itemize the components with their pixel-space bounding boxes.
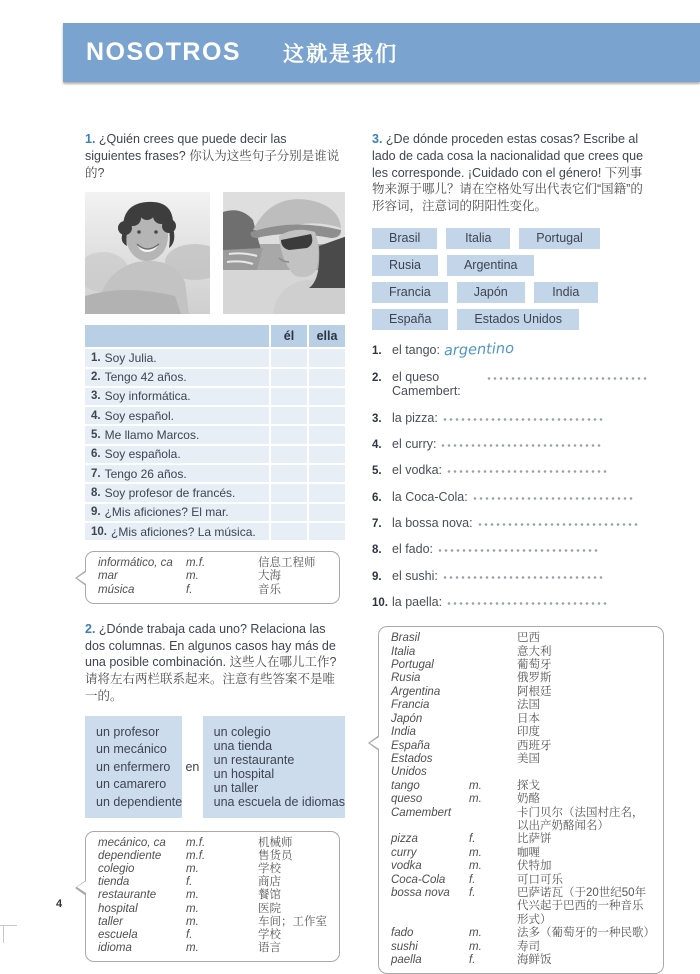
chip-row-1 [372,228,648,249]
place-item: un restaurante [213,752,295,767]
answer-cell-el [271,369,307,386]
photo-woman-sunhat [223,192,345,314]
vocab1-rows [98,557,329,597]
vocab-term: escuela [98,929,138,941]
place-item: un taller [213,780,259,795]
photo-man-smiling [85,192,210,314]
sentence-text: ¿Mis aficiones? La música. [111,524,256,539]
item-number: 1. [372,344,382,357]
answer-list-item [372,542,648,556]
item-number: 10. [372,597,388,610]
vocab-translation: 阿根廷 [517,685,552,698]
sentence-text: Soy profesor de francés. [104,485,236,500]
vocab-gender [469,740,517,753]
sentence-number: 2. [91,371,101,384]
sentence-number: 8. [91,486,101,499]
country-chip: Rusia [372,255,438,276]
answer-list-item [372,463,648,477]
vocab-gender [469,632,517,645]
vocab-translation: 海鲜饭 [517,954,552,967]
vocab-box-3 [378,626,664,974]
left-column [85,131,345,962]
table-row-sentence [85,426,269,443]
professions-box [85,716,182,818]
vocab-gender: m. [186,942,199,955]
vocab-row [391,753,653,780]
vocab-translation: 巴西 [517,632,540,645]
answer-blank-line [442,417,604,422]
exercise3-number: 3. [372,132,383,146]
answer-cell-el [271,523,307,540]
vocab-gender: m.f. [186,849,206,862]
vocab-row [391,780,653,793]
country-chip: Italia [446,228,510,249]
answer-blank-line [446,601,608,606]
chip-row-3 [372,282,648,303]
vocab-row [391,874,653,887]
vocab-row [391,646,653,659]
table-corner-cell [85,325,269,347]
vocab-term: Camembert [391,806,452,819]
page-number: 4 [56,898,63,910]
answer-blank-line [437,548,599,553]
answer-blank-line [472,496,634,501]
vocab-gender: m. [186,570,199,583]
vocab-row [98,929,329,942]
answer-cell-ella [309,446,345,463]
vocab-gender: m. [469,846,482,859]
vocab-row [391,740,653,753]
answer-cell-ella [309,369,345,386]
vocab-gender: m. [469,793,482,806]
vocab-translation: 可口可乐 [517,873,563,886]
vocab-gender: f. [186,583,193,596]
country-chip: Argentina [447,255,535,276]
sentence-number: 6. [91,448,101,461]
vocab-gender: m.f. [186,836,206,849]
sentence-number: 7. [91,467,101,480]
vocab-translation: 语言 [258,942,281,955]
vocab-row [98,942,329,955]
exercise3-heading [372,131,648,215]
vocab-gender [469,753,517,780]
vocab-gender [469,646,517,659]
vocab-row [391,659,653,672]
table-row-sentence [85,388,269,405]
item-number: 4. [372,438,382,451]
answer-blank-line [446,469,608,474]
country-chip: Francia [372,282,448,303]
sentence-number: 1. [91,351,101,364]
vocab-term: taller [98,915,123,928]
vocab-term: fado [391,927,414,940]
country-chip: Portugal [519,228,600,249]
item-label: el fado: [392,542,434,557]
answer-cell-ella [309,504,345,521]
place-item: una escuela de idiomas [213,794,345,809]
vocab-term: queso [391,793,423,806]
vocab-translation: 伏特加 [517,860,552,873]
sentence-text: Soy Julia. [104,350,157,365]
answer-cell-el [271,388,307,405]
country-chip: Brasil [372,228,437,249]
answer-cell-el [271,407,307,424]
answer-cell-ella [309,523,345,540]
answer-cell-el [271,484,307,501]
answer-list-item [372,437,648,451]
answer-blank-line [442,575,604,580]
vocab2-rows [98,837,329,956]
vocab-row [391,713,653,726]
answer-cell-el [271,465,307,482]
page-corner-mark [3,925,4,943]
vocab-term: informático, ca [98,557,173,570]
vocab-gender: f. [186,929,193,941]
nationality-answer-list [372,342,648,610]
exercise3-text-zh: 下列事物来源于哪儿？请在空格处写出代表它们“国籍”的形容词，注意词的阴阳性变化。 [372,165,643,213]
item-label: el queso Camembert: [392,370,461,399]
vocab-term: Estados Unidos [391,752,433,779]
answer-cell-ella [309,349,345,366]
vocab-row [391,807,653,834]
vocab-gender [469,672,517,685]
vocab-gender: f. [469,833,476,846]
item-label: el curry: [392,436,437,451]
table-row-sentence [85,349,269,366]
country-chips [372,228,648,330]
table-row-sentence [85,465,269,482]
exercise2-number: 2. [85,621,96,636]
answer-cell-el [271,504,307,521]
vocab3-rows [391,632,653,967]
table-row-sentence [85,484,269,501]
vocab-translation: 学校 [258,929,281,941]
vocab-translation: 日本 [517,712,540,725]
vocab-translation: 大海 [258,570,281,583]
vocab-row [98,837,329,850]
vocab-term: vodka [391,860,422,873]
vocab-translation: 葡萄牙 [517,659,552,672]
profession-item: un enfermero [96,759,171,774]
item-number: 3. [372,412,382,425]
table-row-sentence [85,523,269,540]
answer-blank-line [477,522,639,527]
vocab-row [391,887,653,927]
vocab-term: mar [98,570,118,583]
speech-tail-icon [75,880,86,896]
vocab-gender: f. [186,876,193,889]
vocab-term: Brasil [391,632,420,645]
exercise2-text-es: ¿Dónde trabaja cada uno? Relaciona las dos columnas. En algunos casos hay más de una posible combinación. [85,621,336,670]
vocab-row [98,557,329,570]
vocab-row [98,863,329,876]
woman-photo-illustration [223,192,345,314]
unit-title: NOSOTROS [86,38,242,66]
vocab-gender: m. [469,860,482,873]
vocab-translation: 医院 [258,902,281,915]
sentence-text: Soy española. [104,447,181,462]
table-row-sentence [85,369,269,386]
item-number: 6. [372,491,382,504]
answer-blank-line [486,376,648,381]
vocab-translation: 印度 [517,726,540,739]
vocab-translation: 比萨饼 [517,833,552,846]
profession-item: un camarero [96,777,167,792]
vocab-row [98,570,329,583]
item-number: 9. [372,570,382,583]
el-ella-table-body [85,349,345,540]
vocab-box-1 [85,551,340,604]
answer-list-item [372,342,648,358]
vocab-gender: f. [469,873,476,886]
answer-cell-ella [309,426,345,443]
vocab-row [391,927,653,940]
handwritten-answer: argentino [443,340,515,359]
sentence-number: 4. [91,409,101,422]
item-number: 7. [372,518,382,531]
vocab-term: Rusia [391,672,421,685]
vocab-translation: 售货员 [258,849,293,862]
place-item: un colegio [213,724,271,739]
vocab-translation: 商店 [258,876,281,889]
vocab-row [391,686,653,699]
column-header-ella: ella [309,325,345,347]
column-header-el: él [271,325,307,347]
vocab-term: colegio [98,862,135,875]
vocab-row [391,847,653,860]
vocab-translation: 寿司 [517,940,540,953]
table-row-sentence [85,407,269,424]
place-item: una tienda [213,738,273,753]
exercise2-text-zh: 这些人在哪儿工作? 请将左右两栏联系起来。注意有些答案不是唯一的。 [85,655,337,703]
answer-cell-ella [309,484,345,501]
vocab-gender: m. [186,902,199,915]
vocab-term: Francia [391,699,430,712]
answer-list-item [372,490,648,504]
profession-item: un profesor [96,724,160,739]
vocab-term: sushi [391,940,418,953]
vocab-translation: 车间；工作室 [258,915,327,928]
vocab-term: curry [391,846,417,859]
table-row-sentence [85,504,269,521]
vocab-gender: m.f. [186,557,206,570]
unit-header-bar [63,23,700,82]
vocab-row [391,793,653,806]
vocab-translation: 意大利 [517,645,552,658]
vocab-term: Argentina [391,685,441,698]
item-label: la paella: [392,595,443,610]
vocab-term: tienda [98,876,130,889]
vocab-translation: 巴萨诺瓦（于20世纪50年代兴起于巴西的一种音乐形式） [517,886,647,926]
item-label: el tango: [392,342,440,357]
vocab-translation: 咖喱 [517,846,540,859]
exercise2-heading [85,621,345,705]
vocab-row [98,584,329,597]
item-label: la pizza: [392,410,438,425]
chip-row-2 [372,255,648,276]
vocab-translation: 餐馆 [258,889,281,902]
vocab-term: hospital [98,902,138,915]
vocab-row [391,726,653,739]
sentence-number: 3. [91,390,101,403]
vocab-gender: m. [469,927,482,940]
answer-list-item [372,595,648,609]
vocab-gender [469,686,517,699]
vocab-translation: 西班牙 [517,739,552,752]
vocab-translation: 俄罗斯 [517,672,552,685]
places-box [203,716,345,818]
exercise1-text-zh: 你认为这些句子分别是谁说的? [85,148,340,180]
vocab-row [98,903,329,916]
country-chip: España [372,309,448,330]
vocab-gender [469,713,517,726]
vocab-row [98,889,329,902]
sentence-number: 5. [91,429,101,442]
page-corner-mark [0,925,17,926]
vocab-term: bossa nova [391,886,450,899]
sentence-text: Soy informática. [104,389,191,404]
country-chip: India [534,282,598,303]
item-number: 2. [372,372,382,385]
exercise1-heading [85,131,345,181]
vocab-translation: 机械师 [258,836,293,849]
vocab-term: tango [391,779,420,792]
vocab-gender [469,807,517,834]
item-number: 8. [372,544,382,557]
vocab-translation: 法国 [517,699,540,712]
vocab-row [391,672,653,685]
item-label: la Coca-Cola: [392,489,468,504]
sentence-text: ¿Mis aficiones? El mar. [104,505,229,520]
country-chip: Japón [457,282,525,303]
vocab-term: paella [391,954,422,967]
chip-row-4 [372,309,648,330]
vocab-term: dependiente [98,849,162,862]
vocab-row [391,954,653,967]
item-label: el vodka: [392,463,443,478]
answer-cell-ella [309,465,345,482]
vocab-translation: 音乐 [258,583,281,596]
vocab-gender: m. [469,940,482,953]
right-column [372,131,655,974]
matching-exercise [85,716,345,818]
answer-cell-ella [309,407,345,424]
vocab-term: idioma [98,942,132,955]
country-chip: Estados Unidos [457,309,579,330]
vocab-gender: m. [186,862,199,875]
vocab-term: pizza [391,833,418,846]
vocab-gender: m. [186,889,199,902]
exercise3-text-es: ¿De dónde proceden estas cosas? Escribe al lado de cada cosa la nacionalidad que crees que les corresponde. ¡Cuidado con el género! [372,132,644,180]
vocab-gender [469,699,517,712]
el-ella-table [85,325,345,347]
vocab-row [98,916,329,929]
sentence-text: Tengo 26 años. [104,466,187,481]
vocab-gender [469,726,517,739]
sentence-text: Tengo 42 años. [104,370,187,385]
speech-tail-icon [75,570,86,586]
table-row-sentence [85,446,269,463]
answer-list-item [372,370,648,398]
answer-list-item [372,569,648,583]
vocab-term: India [391,726,416,739]
profession-item: un dependiente [96,794,183,809]
unit-title-chinese: 这就是我们 [283,42,399,66]
vocab-gender: f. [469,954,476,967]
vocab-translation: 卡门贝尔（法国村庄名，以出产奶酪闻名） [517,806,644,832]
answer-cell-el [271,349,307,366]
vocab-term: Italia [391,645,416,658]
vocab-translation: 学校 [258,862,281,875]
sentence-text: Me llamo Marcos. [104,428,200,443]
vocab-gender: f. [469,886,476,899]
exercise1-number: 1. [85,132,96,146]
exercise1-text-es: ¿Quién crees que puede decir las siguientes frases? [85,132,287,163]
answer-cell-el [271,446,307,463]
vocab-row [391,632,653,645]
vocab-gender: m. [186,915,199,928]
vocab-row [391,860,653,873]
vocab-row [98,876,329,889]
answer-cell-el [271,426,307,443]
answer-blank-line [440,443,602,448]
preposition-en: en [185,759,200,774]
answer-cell-ella [309,388,345,405]
man-photo-illustration [85,192,210,314]
vocab-term: mecánico, ca [98,836,166,849]
item-number: 5. [372,465,382,478]
vocab-term: Japón [391,712,423,725]
vocab-translation: 奶酪 [517,793,540,806]
vocab-translation: 美国 [517,752,540,765]
item-label: el sushi: [392,568,438,583]
answer-list-item [372,411,648,425]
profession-item: un mecánico [96,742,167,757]
vocab-row [391,833,653,846]
vocab-term: Coca-Cola [391,873,446,886]
sentence-number: 10. [91,525,107,538]
vocab-term: Portugal [391,659,434,672]
answer-list-item [372,516,648,530]
vocab-gender: m. [469,779,482,792]
vocab-row [391,699,653,712]
vocab-translation: 探戈 [517,779,540,792]
photo-row [85,192,345,314]
sentence-text: Soy español. [104,408,174,423]
speech-tail-icon [368,735,379,751]
place-item: un hospital [213,766,275,781]
vocab-translation: 信息工程师 [258,557,316,570]
vocab-gender [469,659,517,672]
sentence-number: 9. [91,506,101,519]
vocab-term: música [98,583,135,596]
vocab-row [98,850,329,863]
vocab-translation: 法多（葡萄牙的一种民歌） [517,927,655,940]
vocab-term: restaurante [98,889,157,902]
vocab-term: España [391,739,431,752]
item-label: la bossa nova: [392,516,473,531]
